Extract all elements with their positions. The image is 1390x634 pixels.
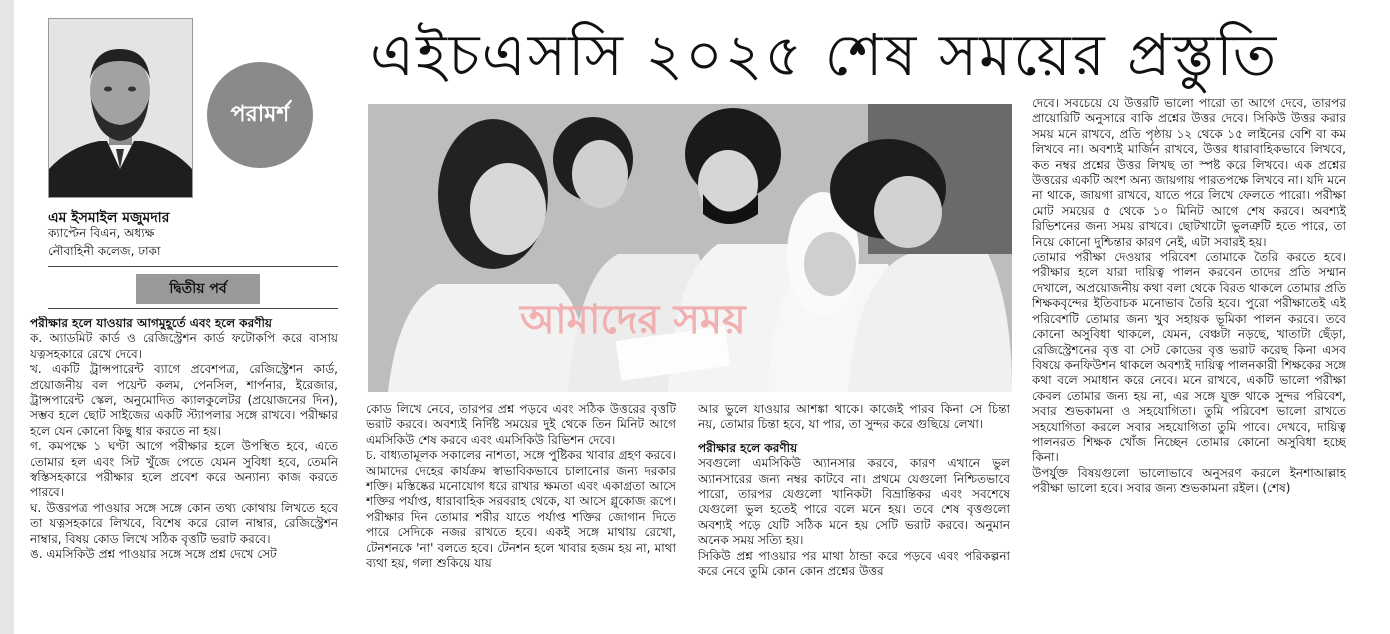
author-title: ক্যাপ্টেন বিএন, অধ্যক্ষ — [48, 226, 155, 240]
paragraph: ক. অ্যাডমিট কার্ড ও রেজিস্ট্রেশন কার্ড ফটোকপি করে বাসায় যত্নসহকারে রেখে দেবে। — [30, 331, 338, 361]
paragraph: কোড লিখে নেবে, তারপর প্রশ্ন পড়বে এবং সঠিক উত্তরের বৃত্তটি ভরাট করবে। অবশ্যই নির্দিষ্ট সময়ের দুই থেকে তিন মিনিট আগে এমসিকিউ শেষ করবে এবং এমসিকিউ রিভিশন দেবে। — [366, 402, 676, 447]
paragraph: আর ভুলে যাওয়ার আশঙ্কা থাকে। কাজেই পারব কিনা সে চিন্তা নয়, তোমার চিন্তা হবে, যা পার, তা সুন্দর করে গুছিয়ে লেখা। — [698, 402, 1010, 432]
paragraph: সিকিউ প্রশ্ন পাওয়ার পর মাথা ঠান্ডা করে পড়বে এবং পরিকল্পনা করে নেবে তুমি কোন কোন প্রশ্নের উত্তর — [698, 548, 1010, 579]
paragraph: ঙ. এমসিকিউ প্রশ্ন পাওয়ার সঙ্গে সঙ্গে প্রশ্ন দেখে সেট — [30, 547, 277, 562]
paragraph: উপর্যুক্ত বিষয়গুলো ভালোভাবে অনুসরণ করলে ইনশাআল্লাহ পরীক্ষা ভালো হবে। সবার জন্য শুভকামনা রইল। (শেষ) — [1032, 465, 1346, 496]
author-name: এম ইসমাইল মজুমদার — [48, 210, 170, 226]
divider-top — [48, 266, 338, 267]
author-institution: নৌবাহিনী কলেজ, ঢাকা — [48, 244, 161, 258]
paragraph: চ. বাধ্যতামূলক সকালের নাশতা, সঙ্গে পুষ্টিকর খাবার গ্রহণ করবে। আমাদের দেহের কার্যক্রম স্বাভাবিকভাবে চালানোর জন্য দরকার শক্তি। মস্তিষ্কের মনোযোগ ধরে রাখার ক্ষমতা এবং একাগ্রতা আসে শক্তির পর্যাপ্ত, ধারাবাহিক সরবরাহ থেকে, যা আসে গ্লুকোজ রূপে। পরীক্ষার দিন তোমার শরীর যাতে পর্যাপ্ত শক্তির জোগান দিতে পারে সেদিকে নজর রাখতে হবে। একই সঙ্গে মাথায় রেখো, টেনশনকে 'না' বলতে হবে। টেনশন হলে খাবার হজম হয় না, মাথা ব্যথা হয়, গলা শুকিয়ে যায় — [366, 448, 676, 571]
author-photo — [48, 18, 193, 198]
paragraph: গ. কমপক্ষে ১ ঘণ্টা আগে পরীক্ষার হলে উপস্থিত হবে, এতে তোমার হল এবং সিট খুঁজে পেতে যেমন সুবিধা হবে, তেমনি স্বস্তিসহকারে পরীক্ষার হলে প্রবেশ করে অন্যান্য কাজ করতে পারবে। — [30, 439, 338, 500]
section-heading-exam-hall-prep: পরীক্ষার হলে যাওয়ার আগমুহূর্তে এবং হলে করণীয় — [30, 316, 272, 330]
headline: এইচএসসি ২০২৫ শেষ সময়ের প্রস্তুতি — [370, 21, 1279, 89]
paragraph: তোমার পরীক্ষা দেওয়ার পরিবেশ তোমাকে তৈরি করতে হবে। পরীক্ষার হলে যারা দায়িত্ব পালন করবেন তাদের প্রতি সম্মান দেখালে, অপ্রয়োজনীয় কথা বলা থেকে বিরত থাকলে তোমার প্রতি শিক্ষকবৃন্দের ইতিবাচক মনোভাব তৈরি হবে। পুরো পরীক্ষাতেই এই পরিবেশটি তোমার জন্য খুব সহায়ক ভূমিকা পালন করবে। তবে কোনো অসুবিধা থাকলে, যেমন, বেঞ্চটা নড়ছে, খাতাটা ছেঁড়া, রেজিস্ট্রেশনের বৃত্ত বা সেট কোডের বৃত্ত ভরাট করেছ কিনা এসব বিষয়ে কনফিউশন থাকলে অবশ্যই দায়িত্ব পালনকারী শিক্ষকের সঙ্গে কথা বলে সমাধান করে নেবে। মনে রাখবে, একটি ভালো পরীক্ষা কেবল তোমার জন্য হয় না, এর সঙ্গে যুক্ত থাকে সুন্দর পরিবেশ, সবার শুভকামনা ও সহযোগিতা। তুমি পরিবেশ ভালো রাখতে সহযোগিতা করলে সবার সহযোগিতা তুমি পাবে। দেখবে, দায়িত্ব পালনরত শিক্ষক খোঁজ নিচ্ছেন তোমার কোনো অসুবিধা হচ্ছে কিনা। — [1032, 250, 1346, 465]
part-label: দ্বিতীয় পর্ব — [136, 274, 260, 304]
newspaper-watermark: আমাদের সময় — [520, 297, 746, 343]
page-edge-strip — [0, 0, 14, 634]
author-portrait-image — [49, 19, 192, 197]
article-column-1 — [30, 316, 338, 634]
section-badge: পরামর্শ — [207, 62, 313, 168]
paragraph: ঘ. উত্তরপত্র পাওয়ার সঙ্গে সঙ্গে কোন তথ্য কোথায় লিখতে হবে তা যত্নসহকারে লিখবে, বিশেষ করে রোল নাম্বার, রেজিস্ট্রেশন নাম্বার, বিষয় কোড লিখে সঠিক বৃত্তটি ভরাট করবে। — [30, 500, 338, 546]
article-column-3 — [698, 402, 1010, 634]
article-column-2 — [366, 402, 676, 634]
divider-bottom — [48, 308, 338, 309]
paragraph: খ. একটি ট্রান্সপারেন্ট ব্যাগে প্রবেশপত্র, রেজিস্ট্রেশন কার্ড, প্রয়োজনীয় বল পয়েন্ট কলম, পেনসিল, শার্পনার, ইরেজার, ট্রান্সপারেন্ট স্কেল, অনুমোদিত ক্যালকুলেটর (প্রয়োজনের দিন), সম্ভব হলে ছোট সাইজের একটি স্ট্যাপলার সঙ্গে রাখবে। পরীক্ষার হলে যেন কোনো কিছু ধার করতে না হয়। — [30, 362, 338, 438]
paragraph: সবগুলো এমসিকিউ অ্যানসার করবে, কারণ এখানে ভুল অ্যানসারের জন্য নম্বর কাটবে না। প্রথমে যেগুলো নিশ্চিতভাবে পারো, তারপর যেগুলো খানিকটা বিভ্রান্তিকর এবং সবশেষে যেগুলো ভুল হতেই পারে বলে মনে হয়। তবে শেষ বৃত্তগুলো অবশ্যই পড়ে যেটি সঠিক মনে হয় সেটি ভরাট করবে। অনুমান অনেক সময় সত্যি হয়। — [698, 456, 1010, 548]
paragraph: দেবে। সবচেয়ে যে উত্তরটি ভালো পারো তা আগে দেবে, তারপর প্রায়োরিটি অনুসারে বাকি প্রশ্নের উত্তর দেবে। সিকিউ উত্তর করার সময় মনে রাখবে, প্রতি পৃষ্ঠায় ১২ থেকে ১৫ লাইনের বেশি বা কম লিখবে না। অবশ্যই মার্জিন রাখবে, উত্তর ধারাবাহিকভাবে লিখবে, কত নম্বর প্রশ্নের উত্তর লিখছ তা স্পষ্ট করে লিখবে। এক প্রশ্নের উত্তরের একটি অংশ অন্য জায়গায় পারতপক্ষে লিখবে না। যদি মনে না থাকে, জায়গা রাখবে, যাতে পরে লিখে ফেলতে পারো। পরীক্ষা মোট সময়ের ৫ থেকে ১০ মিনিট আগে শেষ করবে। অবশ্যই রিভিশনের জন্য সময় রাখবে। ছোটখাটো ভুলত্রুটি হতে পারে, তা নিয়ে কোনো দুশ্চিন্তার কারণ নেই, এটা সবারই হয়। — [1032, 96, 1346, 249]
section-heading-in-exam-hall: পরীক্ষার হলে করণীয় — [698, 440, 798, 455]
article-column-4 — [1032, 96, 1346, 634]
